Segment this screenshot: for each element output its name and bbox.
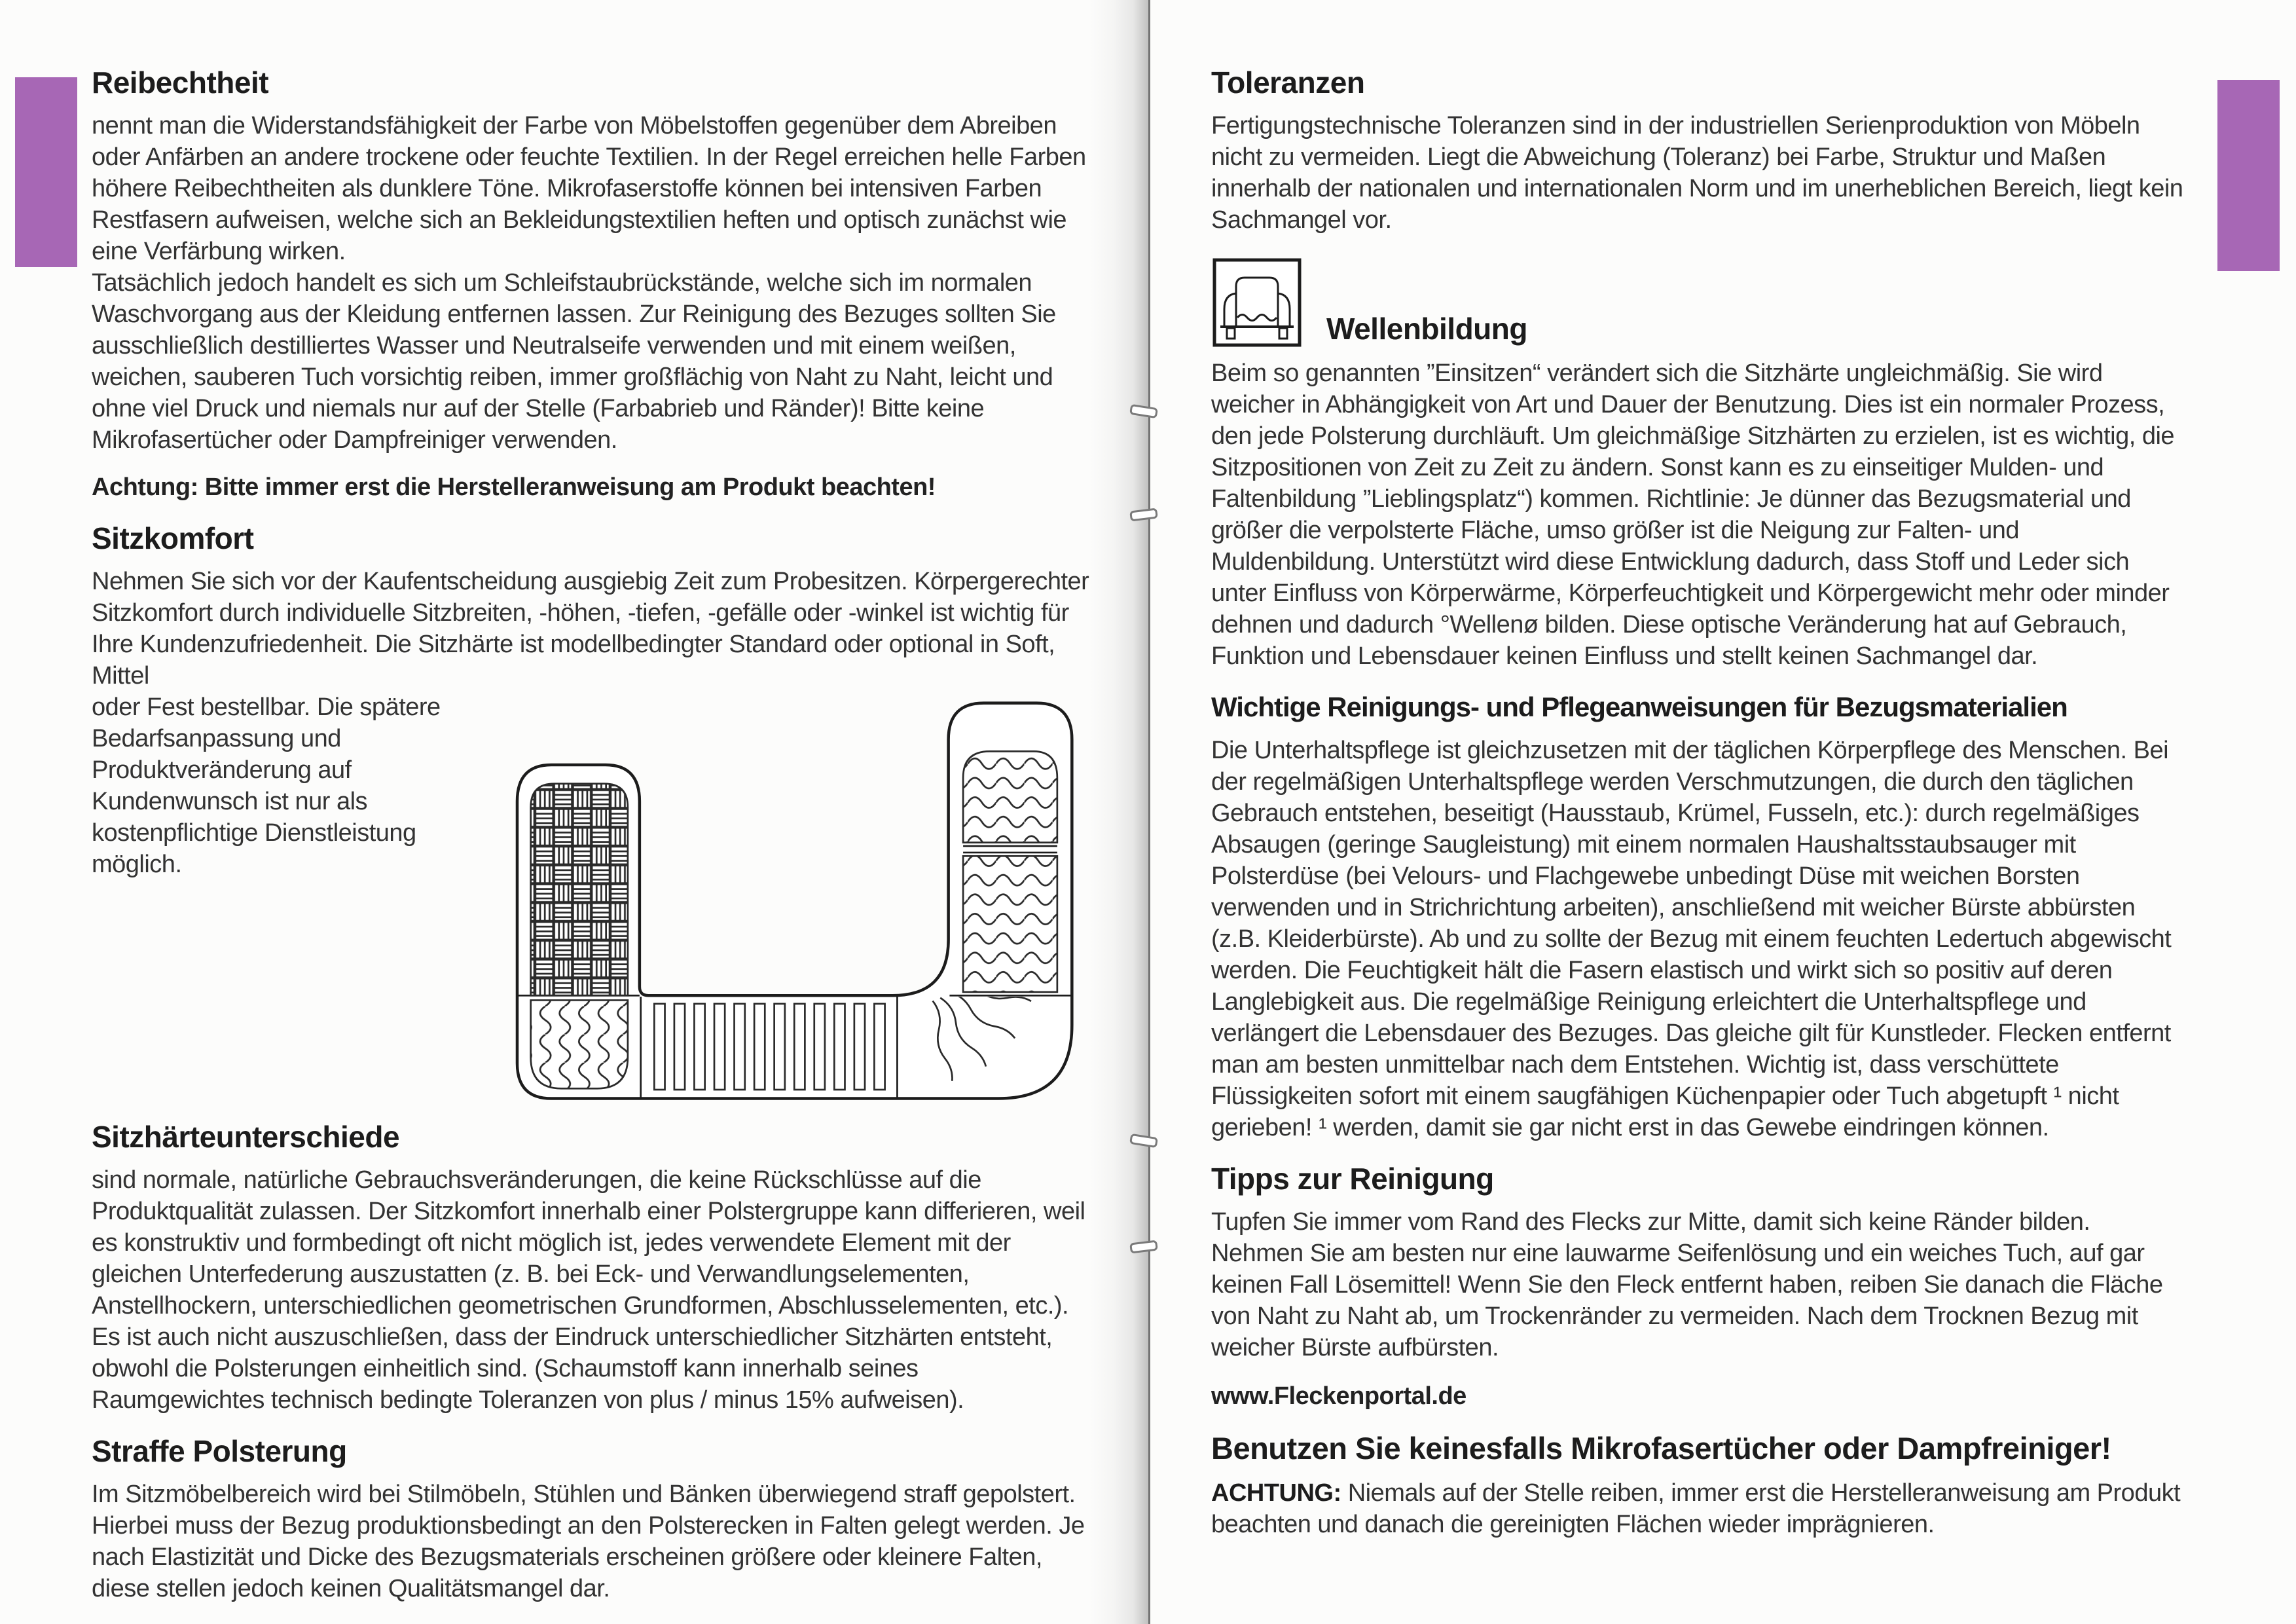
wellenbildung-header [1211,257,2187,348]
section-heading-tipps: Tipps zur Reinigung [1211,1162,1494,1196]
sitzkomfort-paragraph-wrap: oder Fest bestellbar. Die spätere Bedarfsanpassung und Produktveränderung auf Kundenwunsch ist nur als kostenpflichtige Dienstleistung möglich. [92,693,441,878]
tipps-paragraph: Tupfen Sie immer vom Rand des Flecks zur Mitte, damit sich keine Ränder bilden. Nehmen Sie am besten nur eine lauwarme Seifenlösung und ein weiches Tuch, auf gar keinen Fall Lösemittel! Wenn Sie den Fleck entfernt haben, reiben Sie danach die Fläche von Naht zu Naht ab, um Trockenränder zu vermeiden. Nach dem Trocknen Bezug mit weicher Bürste aufbürsten. [1211,1208,2163,1361]
left-page [92,0,1090,1604]
achtung-final-note [1211,1477,2187,1540]
straffe-polsterung-paragraph: Im Sitzmöbelbereich wird bei Stilmöbeln, Stühlen und Bänken überwiegend straff gepolstert. Hierbei muss der Bezug produktionsbedingt an den Polsterecken in Falten gelegt werden. Je nach Elastizität und Dicke des Bezugsmaterials erscheinen größere oder kleinere Falten, diese stellen jedoch keinen Qualitätsmangel dar. [92,1481,1085,1602]
page-fold-gutter [1089,0,1152,1624]
sitzhaerte-paragraph-2: Es ist auch nicht auszuschließen, dass der Eindruck unterschiedlicher Sitzhärten entsteht, obwohl die Polsterungen einheitlich sind. (Schaumstoff kann innerhalb seines Raumgewichtes technisch bedingte Toleranzen von plus / minus 15% aufweisen). [92,1323,1053,1414]
sofa-top-view-diagram [501,695,1090,1101]
right-page [1211,0,2187,1540]
section-heading-sitzkomfort: Sitzkomfort [92,521,254,555]
sitzkomfort-paragraph-intro: Nehmen Sie sich vor der Kaufentscheidung ausgiebig Zeit zum Probesitzen. Körpergerechter Sitzkomfort durch individuelle Sitzbreiten, -höhen, -tiefen, -gefälle oder -winkel ist wichtig für Ihre Kundenzufriedenheit. Die Sitzhärte ist modellbedingter Standard oder optional in Soft, Mittel [92,568,1089,690]
reinigung-paragraph: Die Unterhaltspflege ist gleichzusetzen mit der täglichen Körperpflege des Menschen. Bei der regelmäßigen Unterhaltspflege werden Verschmutzungen, die durch den täglichen Gebrauch entstehen, beseitigt (Hausstaub, Krümel, Fusseln, etc.): durch regelmäßiges Absaugen (geringe Saugleistung) mit einem normalen Haushaltsstaubsauger mit Polsterdüse (bei Velours- und Flachgewebe unbedingt Düse mit weichen Borsten verwenden und in Strichrichtung arbeiten), anschließend mit weicher Bürste abbürsten (z.B. Kleiderbürste). Ab und zu sollte der Bezug mit einem feuchten Ledertuch abgewischt werden. Die Feuchtigkeit hält die Fasern elastisch und wirkt sich so positiv auf deren Langlebigkeit aus. Die regelmäßige Reinigung erleichtert die Unterhaltspflege und verlängert die Lebensdauer des Bezuges. Das gleiche gilt für Kunstleder. Flecken entfernt man am besten unmittelbar nach dem Entstehen. Wichtig ist, dass verschüttete Flüssigkeiten sofort mit einem saugfähigen Küchenpapier oder Tuch abgetupft ¹ nicht gerieben! ¹ werden, damit sie gar nicht erst in das Gewebe eindringen können. [1211,737,2172,1141]
section-heading-reibechtheit: Reibechtheit [92,65,269,100]
achtung-note: Achtung: Bitte immer erst die Herstelleranweisung am Produkt beachten! [92,473,936,501]
achtung-label: ACHTUNG: [1211,1479,1341,1507]
section-heading-sitzhaerteunterschiede: Sitzhärteunterschiede [92,1120,400,1154]
sitzhaerte-paragraph-1: sind normale, natürliche Gebrauchsveränderungen, die keine Rückschlüsse auf die Produktqualität zulassen. Der Sitzkomfort innerhalb einer Polstergruppe kann differieren, weil es konstruktiv und formbedingt oft nicht möglich ist, jedes verwendete Element mit der gleichen Unterfederung auszustatten (z. B. bei Eck- und Verwandlungselementen, Anstellhockern, unterschiedlichen geometrischen Grundformen, Abschlusselementen, etc.). [92,1166,1085,1320]
left-page-purple-edge-tab [15,77,77,267]
section-heading-straffe-polsterung: Straffe Polsterung [92,1434,347,1468]
section-heading-wellenbildung: Wellenbildung [1326,312,1527,346]
reibechtheit-paragraph-1: nennt man die Widerstandsfähigkeit der Farbe von Möbelstoffen gegenüber dem Abreiben oder Anfärben an andere trockene oder feuchte Textilien. In der Regel erreichen helle Farben höhere Reibechtheiten als dunklere Töne. Mikrofaserstoffe können bei intensiven Farben Restfasern aufweisen, welche sich an Bekleidungstextilien heften und optisch zunächst wie eine Verfärbung wirken. [92,112,1086,265]
wellenbildung-paragraph: Beim so genannten ”Einsitzen“ verändert sich die Sitzhärte ungleichmäßig. Sie wird weicher in Abhängigkeit von Art und Dauer der Benutzung. Dies ist ein normaler Prozess, den jede Polsterung durchläuft. Um gleichmäßige Sitzhärten zu erzielen, ist es wichtig, die Sitzpositionen von Zeit zu Zeit zu ändern. Sonst kann es zu einseitiger Mulden- und Faltenbildung ”Lieblingsplatz“) kommen. Richtlinie: Je dünner das Bezugsmaterial und größer die verpolsterte Fläche, umso größer ist die Neigung zur Falten- und Muldenbildung. Unterstützt wird diese Entwicklung dadurch, dass Stoff und Leder sich unter Einfluss von Körperwärme, Körperfeuchtigkeit und Körpergewicht mehr oder minder dehnen und dadurch °Wellenø bilden. Diese optische Veränderung hat auf Gebrauch, Funktion und Lebensdauer keinen Einfluss und stellt keinen Sachmangel dar. [1211,360,2175,670]
section-heading-reinigung: Wichtige Reinigungs- und Pflegeanweisungen für Bezugsmaterialien [1211,692,2068,722]
achtung-text: Niemals auf der Stelle reiben, immer erst die Herstelleranweisung am Produkt beachten und danach die gereinigten Flächen wieder imprägnieren. [1211,1479,2181,1538]
reibechtheit-paragraph-2: Tatsächlich jedoch handelt es sich um Schleifstaubrückstände, welche sich im normalen Waschvorgang aus der Kleidung entfernen lassen. Zur Reinigung des Bezuges sollten Sie ausschließlich destilliertes Wasser und Neutralseife verwenden und mit einem weißen, weichen, sauberen Tuch vorsichtig reiben, immer großflächig von Naht zu Naht, leicht und ohne viel Druck und niemals nur auf der Stelle (Farbabrieb und Ränder)! Bitte keine Mikrofasertücher oder Dampfreiniger verwenden. [92,269,1056,454]
right-page-purple-edge-tab [2217,80,2280,271]
warning-heading: Benutzen Sie keinesfalls Mikrofasertücher oder Dampfreiniger! [1211,1431,2111,1466]
toleranzen-paragraph: Fertigungstechnische Toleranzen sind in der industriellen Serienproduktion von Möbeln nicht zu vermeiden. Liegt die Abweichung (Toleranz) bei Farbe, Struktur und Maßen innerhalb der nationalen und internationalen Norm und im unerheblichen Bereich, liegt kein Sachmangel vor. [1211,112,2183,234]
website-url-text: www.Fleckenportal.de [1211,1382,1467,1410]
armchair-icon [1211,257,1303,348]
section-heading-toleranzen: Toleranzen [1211,65,1365,100]
